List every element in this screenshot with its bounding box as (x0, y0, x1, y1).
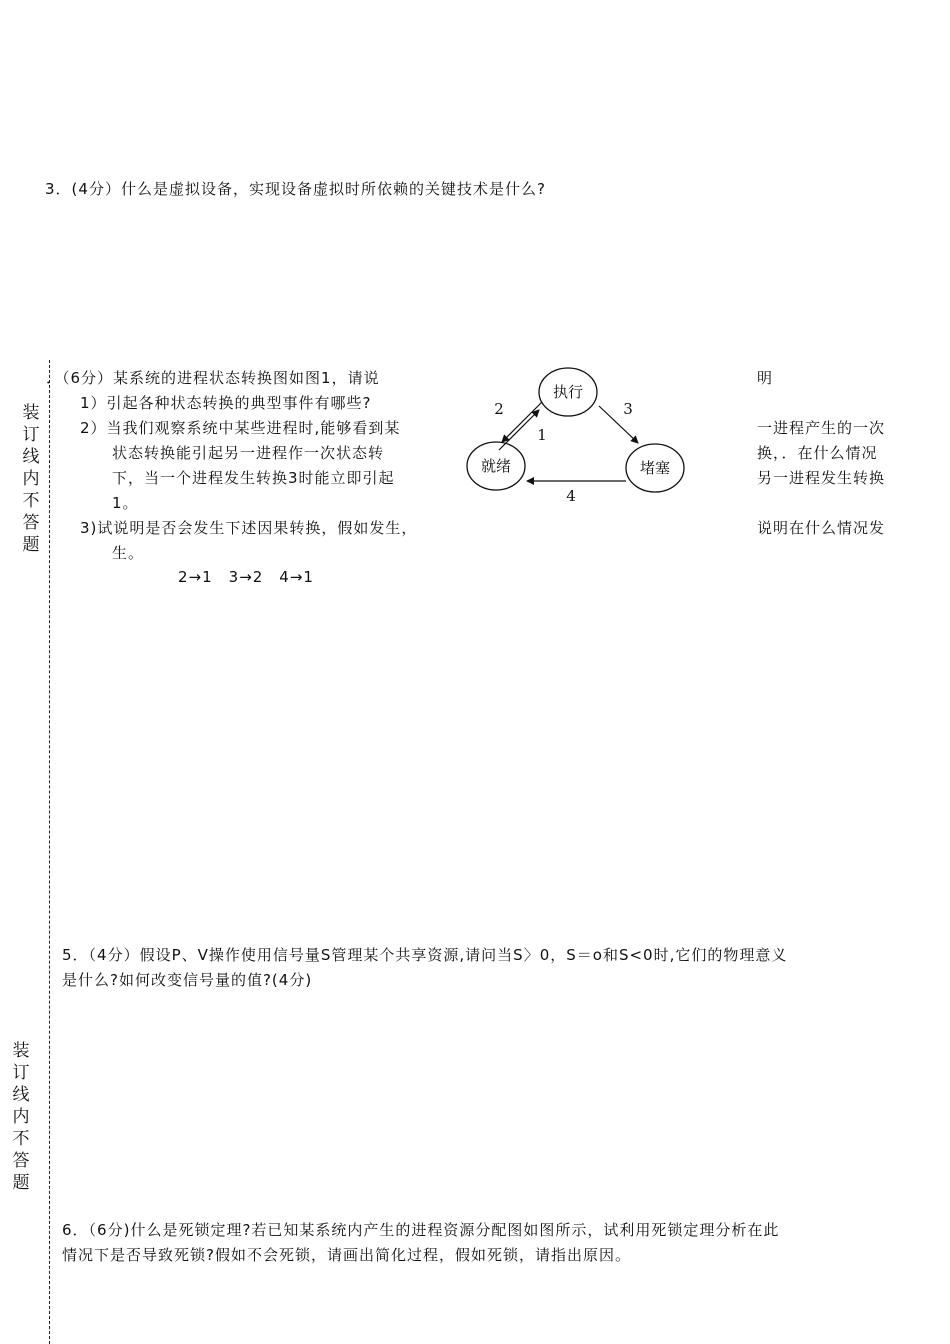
question-4-sub2-line2-tail: 换，．在什么情况 (757, 444, 878, 462)
edge-4-label: 4 (566, 487, 576, 505)
question-4-intro: ．（6分）某系统的进程状态转换图如图1，请说 (46, 369, 380, 387)
question-4-chains: 2→1 3→2 4→1 (178, 568, 314, 586)
question-4-sub3-line1: 3)试说明是否会发生下述因果转换，假如发生， (80, 519, 418, 537)
node-block-label: 堵塞 (639, 459, 671, 477)
binding-note-top: 装订线内不答题 (22, 403, 40, 555)
binding-note-bottom: 装订线内不答题 (12, 1041, 30, 1193)
question-6-line2: 情况下是否导致死锁?假如不会死锁，请画出简化过程，假如死锁，请指出原因。 (62, 1246, 631, 1264)
question-4-intro-tail: 明 (757, 369, 774, 387)
question-4-sub2-line2: 状态转换能引起另一进程作一次状态转 (112, 444, 385, 462)
question-4-sub3-line1-tail: 说明在什么情况发 (757, 519, 886, 537)
process-state-diagram (455, 360, 705, 510)
question-4-sub2-line3-tail: 另一进程发生转换 (757, 469, 886, 487)
question-4-sub2-line3: 下，当一个进程发生转换3时能立即引起 (112, 469, 395, 487)
node-exec-label: 执行 (552, 383, 584, 401)
binding-line (49, 360, 50, 1344)
question-4-sub3-line2: 生。 (112, 544, 145, 562)
question-4-sub2-line4: 1。 (112, 494, 139, 512)
question-5-line2: 是什么?如何改变信号量的值?(4分) (62, 971, 313, 989)
edge-2-arrow (502, 402, 542, 442)
edge-1-arrow (499, 410, 539, 450)
edge-3-label: 3 (623, 400, 633, 418)
question-5-line1: 5．（4分）假设P、V操作使用信号量S管理某个共享资源,请问当S〉0，S＝o和S<0时,它们的物理意义 (62, 946, 788, 964)
question-6-line1: 6．（6分)什么是死锁定理?若已知某系统内产生的进程资源分配图如图所示，试利用死锁定理分析在此 (62, 1221, 780, 1239)
question-3: 3．(4分）什么是虚拟设备，实现设备虚拟时所依赖的关键技术是什么? (45, 180, 546, 198)
edge-2-label: 2 (494, 400, 504, 418)
edge-1-label: 1 (537, 426, 547, 444)
node-ready-label: 就绪 (480, 457, 512, 475)
question-4-sub1: 1）引起各种状态转换的典型事件有哪些? (80, 394, 372, 412)
question-4-sub2-line1-tail: 一进程产生的一次 (757, 419, 886, 437)
question-4-sub2-line1: 2）当我们观察系统中某些进程时,能够看到某 (80, 419, 401, 437)
